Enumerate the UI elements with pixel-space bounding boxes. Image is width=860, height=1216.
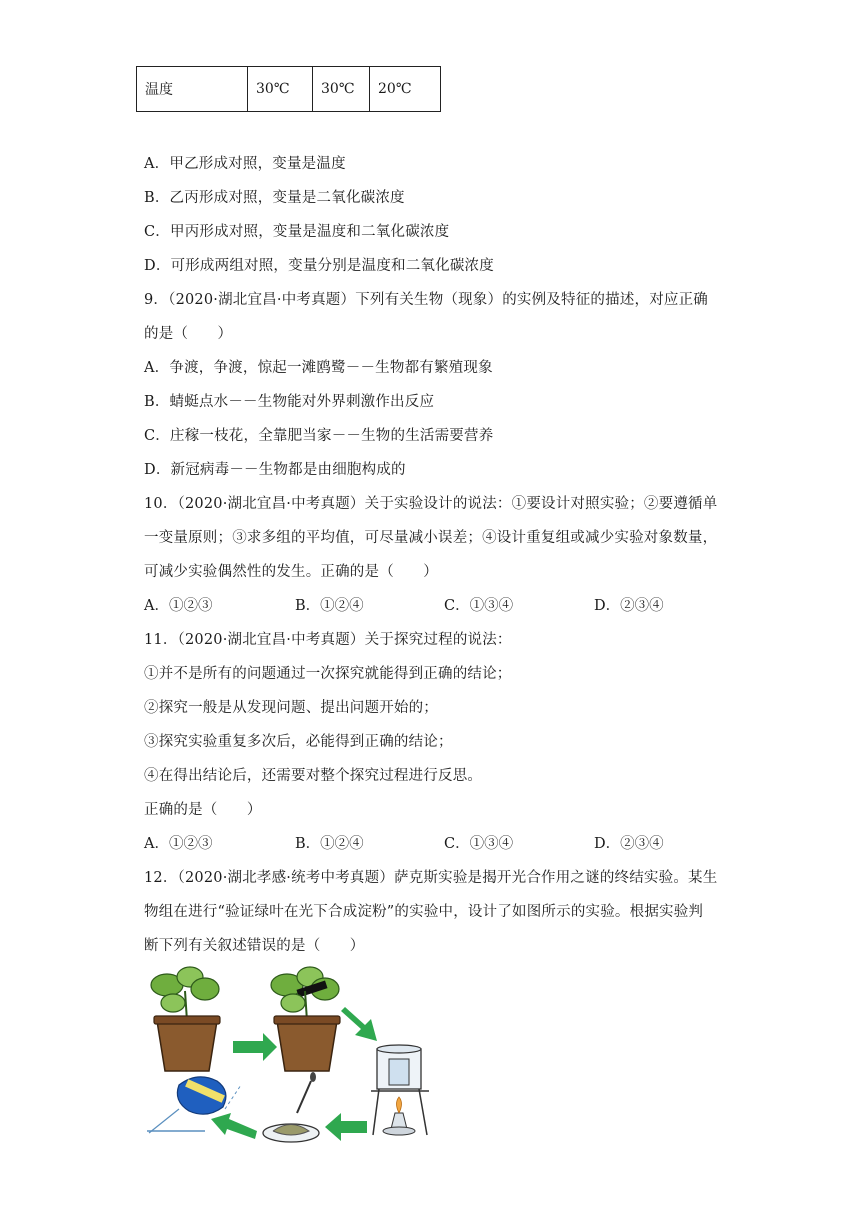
q9-option-a: A．争渡，争渡，惊起一滩鸥鹭－－生物都有繁殖现象 [144,360,493,376]
table-row-label: 温度 [137,67,248,112]
q11-ask: 正确的是（ ） [144,802,262,818]
potted-plant-icon [151,967,220,1071]
down-right-arrow-icon [341,1007,377,1041]
starch-experiment-figure [145,963,465,1148]
q10-option-b: B．①②④ [295,598,364,614]
table-row [137,67,441,112]
q11-statement-2: ②探究一般是从发现问题、提出问题开始的； [144,700,438,716]
q11-option-b: B．①②④ [295,836,364,852]
table-cell-1: 30℃ [248,67,313,112]
table-cell-2: 30℃ [313,67,370,112]
q10-stem-line-2: 一变量原则；③求多组的平均值，可尽量减小误差；④设计重复组或减少实验对象数量， [144,530,718,546]
temperature-table [136,66,441,112]
q9-option-b: B．蜻蜓点水－－生物能对外界刺激作出反应 [144,394,435,410]
water-bath-apparatus-icon [371,1045,429,1135]
q9-stem-line-2: 的是（ ） [144,326,233,342]
left-arrow-icon-2 [211,1113,257,1139]
potted-plant-covered-leaf-icon [271,967,340,1071]
q11-statement-1: ①并不是所有的问题通过一次探究就能得到正确的结论； [144,666,512,682]
q10-option-a: A．①②③ [144,598,213,614]
right-arrow-icon [233,1033,277,1061]
q9-stem-line-1: 9．（2020·湖北宜昌·中考真题）下列有关生物（现象）的实例及特征的描述，对应正确 [144,292,708,308]
q11-option-c: C．①③④ [444,836,514,852]
petri-dish-iodine-icon [263,1072,319,1142]
q9-option-c: C．庄稼一枝花，全靠肥当家－－生物的生活需要营养 [144,428,494,444]
q11-stem-line-1: 11．（2020·湖北宜昌·中考真题）关于探究过程的说法： [144,632,512,648]
q8-option-d: D．可形成两组对照，变量分别是温度和二氧化碳浓度 [144,258,494,274]
q12-stem-line-2: 物组在进行“验证绿叶在光下合成淀粉”的实验中，设计了如图所示的实验。根据实验判 [144,904,704,920]
q8-option-a: A．甲乙形成对照，变量是温度 [144,156,346,172]
q10-option-c: C．①③④ [444,598,514,614]
q10-stem-line-3: 可减少实验偶然性的发生。正确的是（ ） [144,564,438,580]
q8-option-b: B．乙丙形成对照，变量是二氧化碳浓度 [144,190,405,206]
q11-statement-3: ③探究实验重复多次后，必能得到正确的结论； [144,734,453,750]
left-arrow-icon [325,1113,367,1141]
q8-option-c: C．甲丙形成对照，变量是温度和二氧化碳浓度 [144,224,450,240]
q10-option-d: D．②③④ [594,598,664,614]
q12-stem-line-3: 断下列有关叙述错误的是（ ） [144,938,365,954]
q11-option-a: A．①②③ [144,836,213,852]
q10-stem-line-1: 10．（2020·湖北宜昌·中考真题）关于实验设计的说法：①要设计对照实验；②要遵循单 [144,496,718,512]
q12-stem-line-1: 12．（2020·湖北孝感·统考中考真题）萨克斯实验是揭开光合作用之谜的终结实验。某生 [144,870,718,886]
table-cell-3: 20℃ [370,67,441,112]
q11-statement-4: ④在得出结论后，还需要对整个探究过程进行反思。 [144,768,483,784]
q9-option-d: D．新冠病毒－－生物都是由细胞构成的 [144,462,406,478]
q11-option-d: D．②③④ [594,836,664,852]
